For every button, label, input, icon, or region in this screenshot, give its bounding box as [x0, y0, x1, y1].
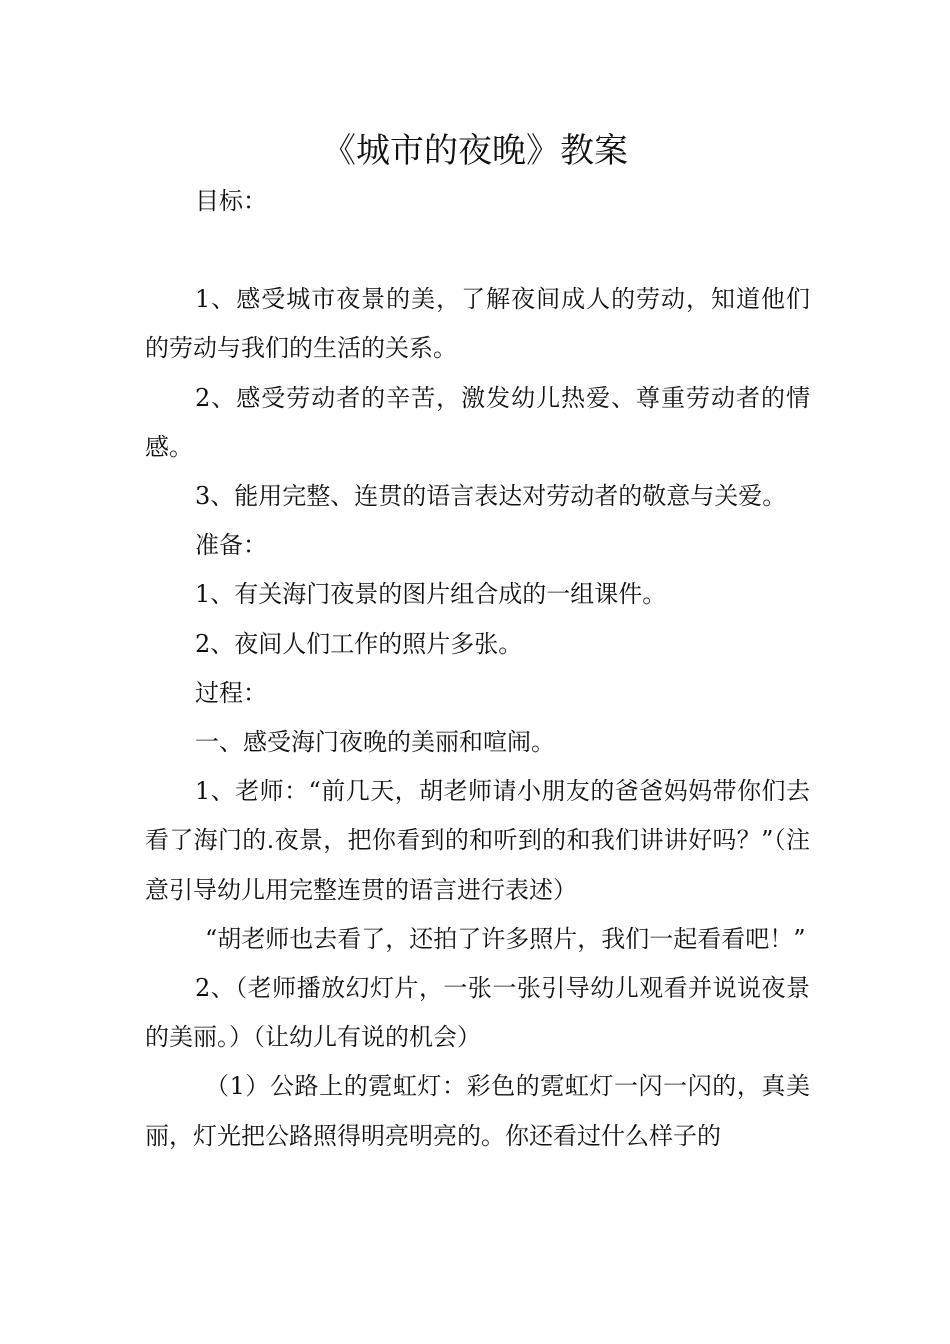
preparation-item-2: 2、夜间人们工作的照片多张。 — [195, 629, 523, 658]
goal-item-2: 2、感受劳动者的辛苦，激发幼儿热爱、尊重劳动者的情感。 — [145, 383, 810, 461]
section-heading-preparation: 准备： — [195, 531, 267, 560]
section-heading-goals: 目标： — [195, 187, 267, 215]
blank-line — [145, 226, 810, 275]
goal-item-1: 1、感受城市夜景的美，了解夜间成人的劳动，知道他们的劳动与我们的生活的关系。 — [145, 285, 810, 363]
process-paragraph-1: 1、老师：“前几天，胡老师请小朋友的爸爸妈妈带你们去看了海门的.夜景，把你看到的和听到的和我们讲讲好吗？”（注意引导幼儿用完整连贯的语言进行表述） — [145, 777, 810, 904]
goal-item-3: 3、能用完整、连贯的语言表达对劳动者的敬意与关爱。 — [195, 482, 787, 511]
document-title: 《城市的夜晚》教案 — [322, 131, 628, 171]
preparation-item-1: 1、有关海门夜景的图片组合成的一组课件。 — [195, 580, 667, 609]
process-step-1: 一、感受海门夜晚的美丽和喧闹。 — [195, 728, 555, 757]
document-body — [145, 177, 810, 1161]
process-paragraph-3: （1）公路上的霓虹灯：彩色的霓虹灯一闪一闪的，真美丽，灯光把公路照得明亮明亮的。你还看过什么样子的 — [145, 1072, 810, 1150]
process-paragraph-2: 2、（老师播放幻灯片，一张一张引导幼儿观看并说说夜景的美丽。）（让幼儿有说的机会） — [145, 974, 810, 1052]
section-heading-process: 过程： — [195, 678, 267, 707]
process-quote: “胡老师也去看了，还拍了许多照片，我们一起看看吧！” — [205, 924, 806, 953]
